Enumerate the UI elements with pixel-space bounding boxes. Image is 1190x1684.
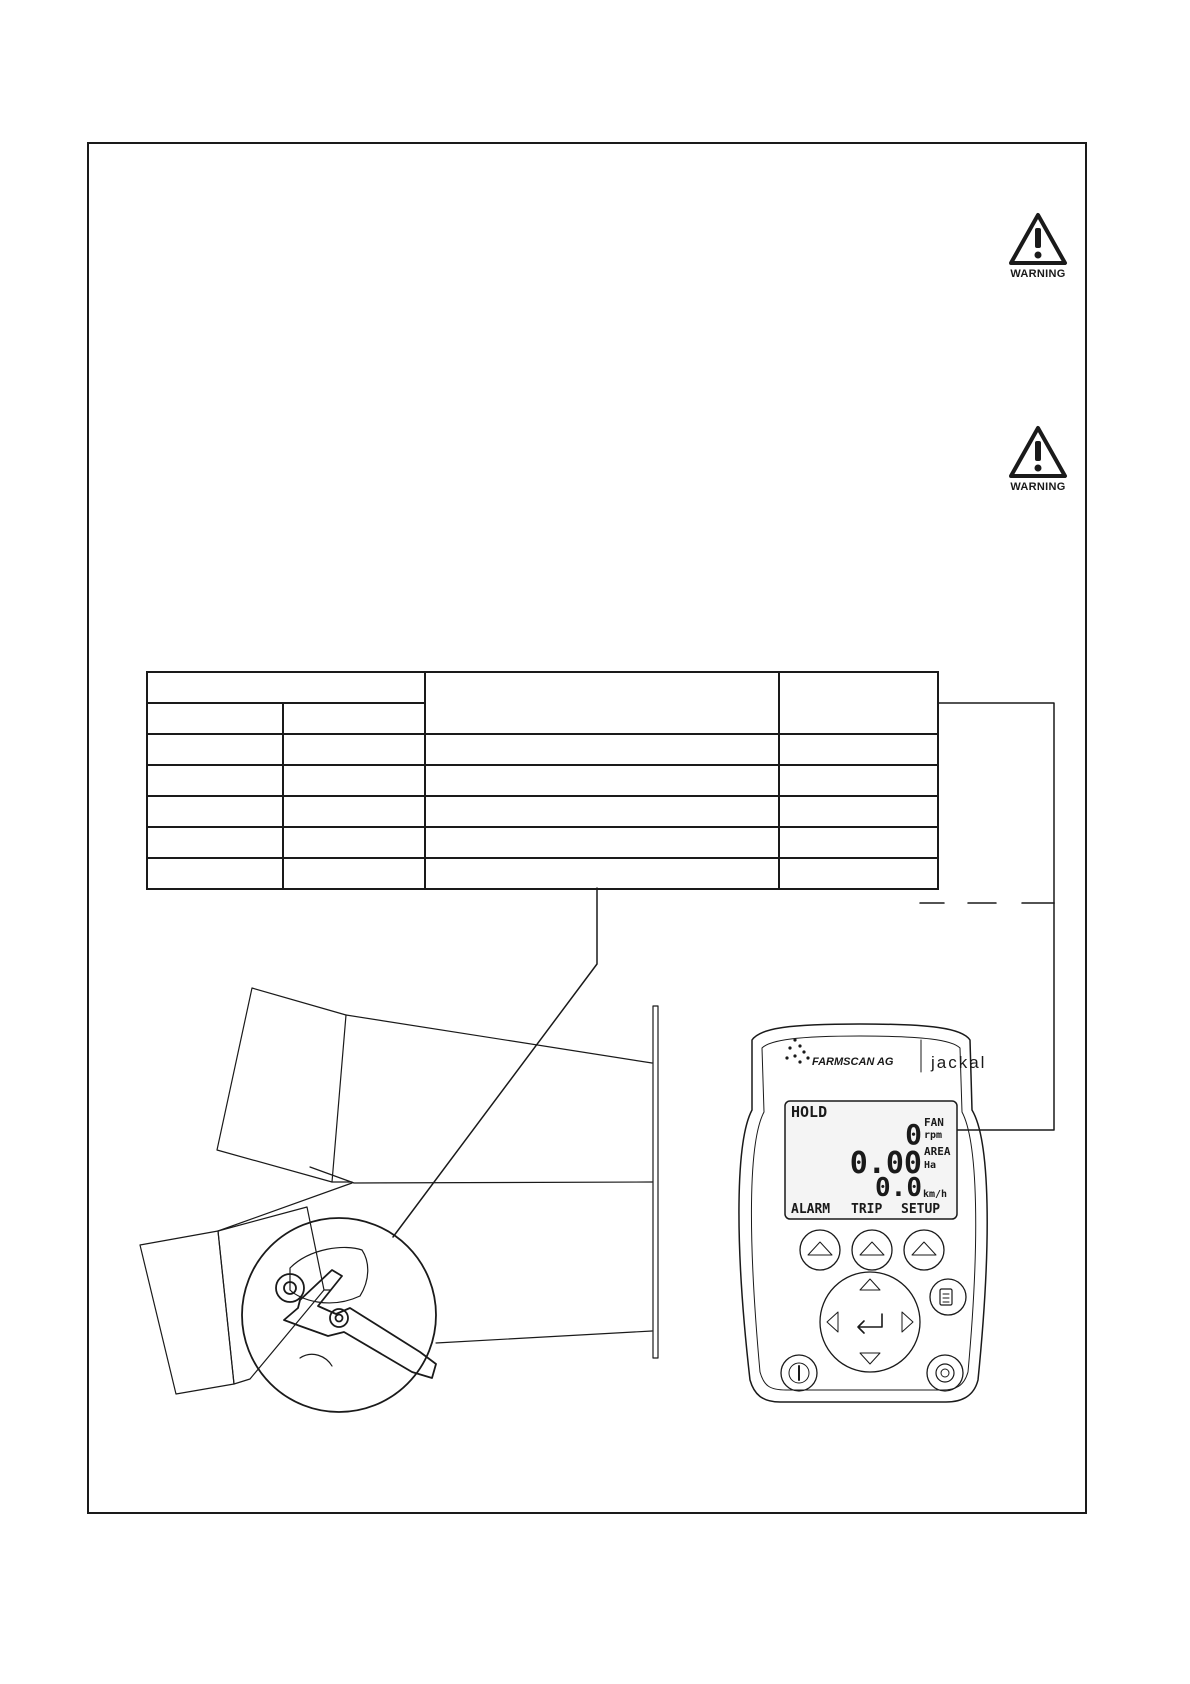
warning-label: WARNING bbox=[1010, 268, 1066, 280]
lcd-ha-unit: Ha bbox=[924, 1160, 937, 1171]
lcd-rpm-unit: rpm bbox=[924, 1130, 943, 1141]
lcd-status: HOLD bbox=[791, 1103, 828, 1121]
lcd-softkey-setup: SETUP bbox=[901, 1202, 941, 1217]
warning-label: WARNING bbox=[1010, 481, 1066, 493]
lcd-speed-unit: km/h bbox=[923, 1189, 948, 1200]
lcd-fan-unit: FAN bbox=[924, 1116, 944, 1129]
navigation-pad bbox=[820, 1272, 920, 1372]
device-logo-text: FARMSCAN AG bbox=[812, 1056, 894, 1068]
logo-dots bbox=[785, 1038, 809, 1063]
lcd-softkey-trip: TRIP bbox=[851, 1202, 883, 1217]
lcd-fan-value: 0 bbox=[905, 1118, 922, 1151]
lcd-speed-value: 0.0 bbox=[875, 1173, 922, 1203]
lcd-area-value: 0.00 bbox=[849, 1146, 922, 1181]
lcd-area-unit: AREA bbox=[924, 1145, 951, 1158]
detail-magnifier bbox=[242, 1218, 436, 1412]
function-buttons bbox=[781, 1279, 966, 1391]
device-brand: jackal bbox=[931, 1053, 987, 1072]
softkey-buttons bbox=[800, 1230, 944, 1270]
lcd-softkey-alarm: ALARM bbox=[791, 1202, 831, 1217]
sprayer-outline bbox=[140, 988, 658, 1394]
